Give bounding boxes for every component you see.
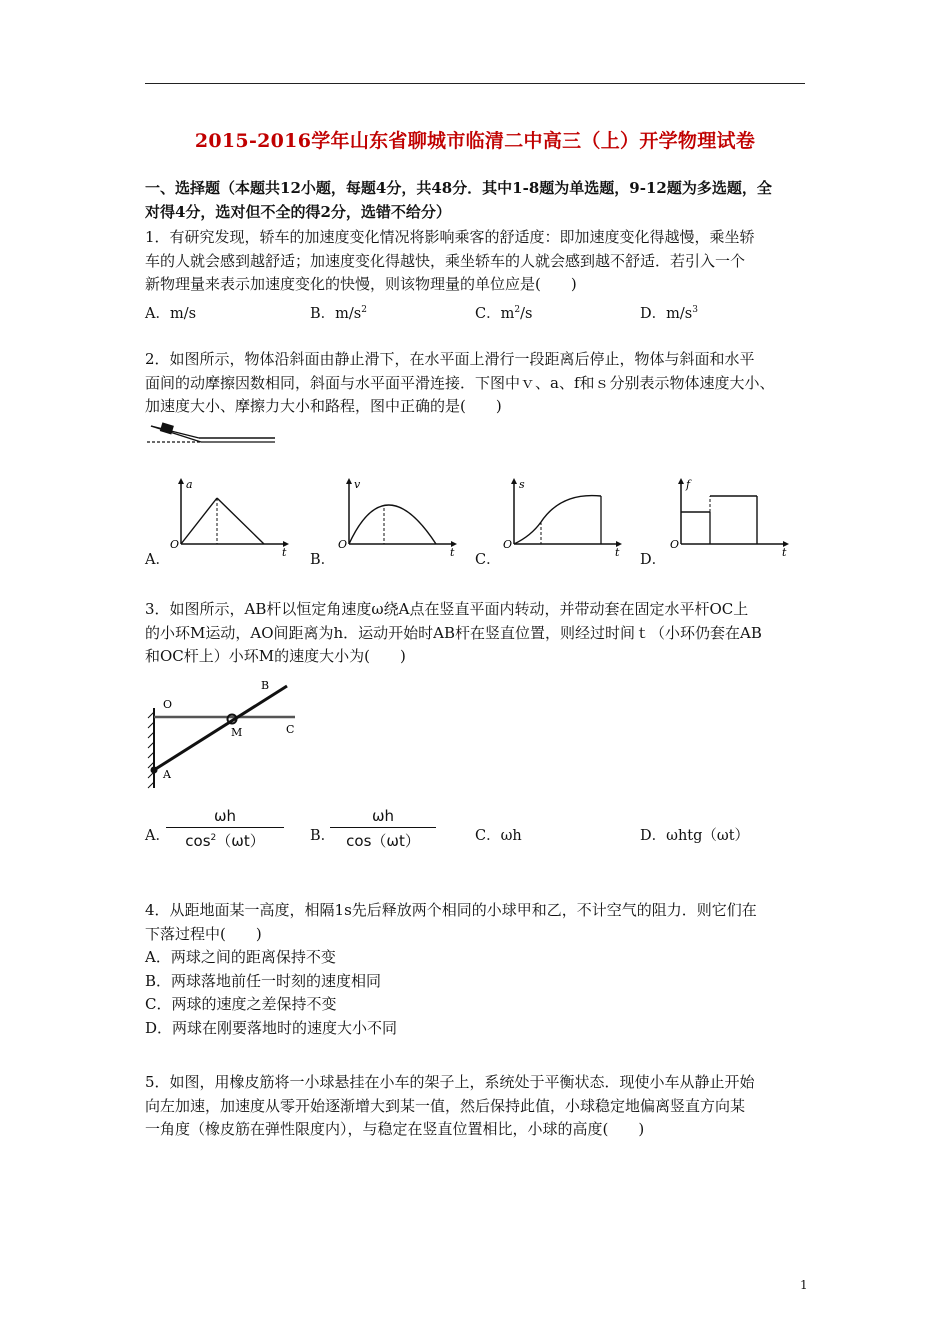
q2-line-2: 面间的动摩擦因数相同，斜面与水平面平滑连接．下图中ｖ、a、f和ｓ分别表示物体速度大小、	[145, 373, 775, 392]
q3-option-b-label: B．	[310, 828, 336, 844]
q3-line-1: 3．如图所示，AB杆以恒定角速度ω绕A点在竖直平面内转动，并带动套在固定水平杆OC上	[145, 600, 749, 618]
rod-figure	[145, 678, 305, 793]
q3-b-denominator: cos（ωt）	[346, 832, 420, 850]
q3-line-2: 的小环M运动，AO间距离为h．运动开始时AB杆在竖直位置，则经过时间ｔ（小环仍套在AB	[145, 623, 762, 642]
q1-option-b: B．$m/s^2$	[310, 305, 367, 322]
graph-a	[170, 478, 292, 559]
question-1	[145, 226, 815, 297]
q4-option-c: C．两球的速度之差保持不变	[145, 995, 337, 1013]
q2-option-d: D．	[640, 552, 667, 568]
q3-option-a-label: A．	[145, 828, 170, 844]
q1-line-2: 车的人就会感到越舒适；加速度变化得越快，乘坐轿车的人就会感到越不舒适．若引入一个	[145, 251, 746, 270]
graph-c-xlabel: t	[615, 546, 620, 559]
q5-line-2: 向左加速，加速度从零开始逐渐增大到某一值，然后保持此值，小球稳定地偏离竖直方向某	[145, 1096, 746, 1115]
label-b: B	[261, 679, 270, 692]
q1-option-d: D．$m/s^3$	[640, 305, 698, 322]
q4-option-d: D．两球在刚要落地时的速度大小不同	[145, 1018, 398, 1037]
page-title: 2015-2016学年山东省聊城市临清二中高三（上）开学物理试卷	[194, 130, 756, 152]
q1-option-a: A．m/s	[145, 306, 197, 322]
q3-option-b-fraction	[330, 807, 436, 851]
incline-figure	[145, 420, 280, 450]
q3-b-numerator: ωh	[371, 807, 395, 825]
graph-c-origin: O	[503, 538, 513, 551]
q3-option-a-fraction	[166, 807, 284, 851]
graph-a-origin: O	[170, 538, 180, 551]
graph-d-ylabel: f	[686, 478, 691, 491]
page-number: 1	[800, 1278, 808, 1292]
question-2	[145, 348, 815, 419]
graph-d	[670, 478, 792, 559]
q4-line-1: 4．从距地面某一高度，相隔1s先后释放两个相同的小球甲和乙，不计空气的阻力．则它们在	[145, 901, 757, 919]
header-rule	[145, 83, 805, 84]
q4-line-2: 下落过程中( )	[145, 924, 262, 943]
section-heading	[145, 177, 815, 224]
q2-line-3: 加速度大小、摩擦力大小和路程，图中正确的是( )	[145, 397, 502, 415]
label-c: C	[286, 723, 295, 736]
graph-b	[338, 478, 460, 559]
q1-line-1: 1．有研究发现，轿车的加速度变化情况将影响乘客的舒适度：即加速度变化得越慢，乘坐轿	[145, 228, 755, 246]
graph-c	[503, 478, 625, 559]
label-o: O	[163, 698, 173, 711]
graph-b-origin: O	[338, 538, 348, 551]
question-5	[145, 1071, 815, 1142]
question-3	[145, 598, 815, 669]
q3-line-3: 和OC杆上）小环M的速度大小为( )	[145, 647, 406, 665]
q1-option-c: C．$m^2/s$	[475, 305, 533, 322]
q2-line-1: 2．如图所示，物体沿斜面由静止滑下，在水平面上滑行一段距离后停止，物体与斜面和水平	[145, 350, 755, 368]
question-4	[145, 899, 815, 1040]
q2-option-a: A．	[145, 552, 170, 568]
section-heading-line-2: 对得4分，选对但不全的得2分，选错不给分）	[145, 202, 451, 221]
q3-a-denominator: $\cos^2(\omega t)$	[185, 832, 265, 850]
graph-d-xlabel: t	[782, 546, 787, 559]
graph-a-xlabel: t	[282, 546, 287, 559]
q4-option-a: A．两球之间的距离保持不变	[145, 948, 336, 966]
q2-option-c: C．	[475, 552, 501, 568]
label-m: M	[231, 726, 243, 739]
graph-b-xlabel: t	[450, 546, 455, 559]
q3-a-numerator: ωh	[213, 807, 237, 825]
graph-a-ylabel: a	[186, 478, 193, 491]
graph-c-ylabel: s	[519, 478, 525, 491]
graph-b-ylabel: v	[354, 478, 361, 491]
q1-line-3: 新物理量来表示加速度变化的快慢，则该物理量的单位应是( )	[145, 275, 577, 293]
label-a: A	[163, 768, 171, 781]
graph-d-origin: O	[670, 538, 680, 551]
q5-line-1: 5．如图，用橡皮筋将一小球悬挂在小车的架子上，系统处于平衡状态．现使小车从静止开始	[145, 1073, 755, 1091]
section-heading-line-1: 一、选择题（本题共12小题，每题4分，共48分．其中1-8题为单选题，9-12题为多选题，全	[145, 179, 772, 197]
q2-option-b: B．	[310, 552, 336, 568]
q3-option-c: C．ωh	[475, 828, 522, 844]
q3-option-d: D．ωhtg（ωt）	[640, 828, 750, 844]
q5-line-3: 一角度（橡皮筋在弹性限度内），与稳定在竖直位置相比，小球的高度( )	[145, 1120, 645, 1138]
q4-option-b: B．两球落地前任一时刻的速度相同	[145, 971, 382, 990]
